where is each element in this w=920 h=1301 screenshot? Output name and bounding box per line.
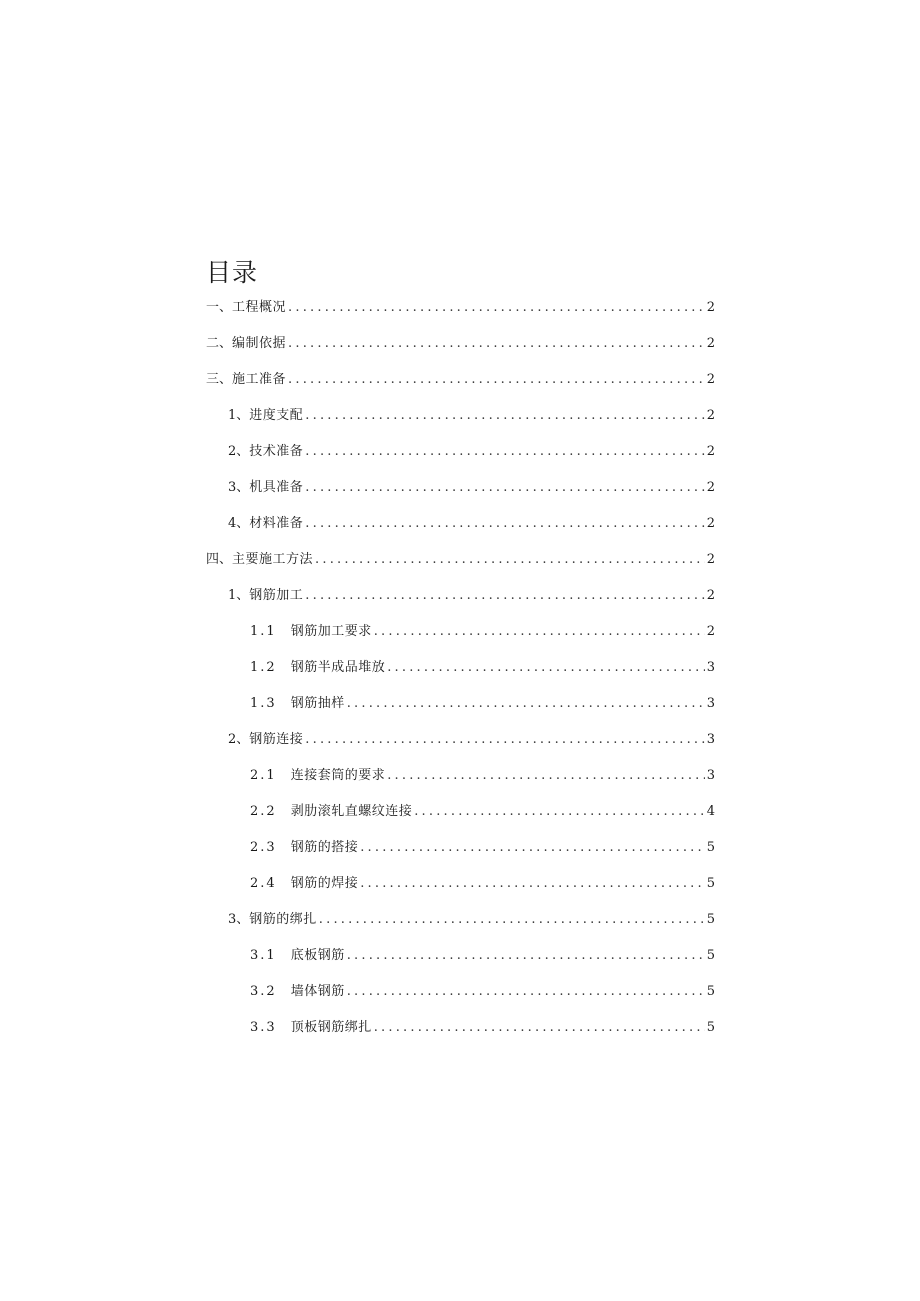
toc-entry-text: 底板钢筋 bbox=[290, 948, 345, 963]
toc-entry-number: 1.2 bbox=[250, 660, 277, 675]
toc-entry-page: 2 bbox=[706, 624, 715, 639]
toc-entry[interactable] bbox=[206, 722, 715, 758]
toc-entry-page: 5 bbox=[706, 984, 715, 999]
toc-dot-leader bbox=[347, 974, 705, 1010]
toc-entry-number: 3、 bbox=[228, 480, 250, 495]
toc-entry-page: 2 bbox=[706, 372, 715, 387]
toc-entry-page: 5 bbox=[706, 876, 715, 891]
toc-entry-text: 钢筋连接 bbox=[249, 732, 304, 747]
toc-entry[interactable] bbox=[206, 758, 715, 794]
toc-entry-number: 2、 bbox=[228, 444, 250, 459]
toc-entry-number: 2.1 bbox=[250, 768, 277, 783]
toc-entry[interactable] bbox=[206, 290, 715, 326]
toc-entry-number: 二、 bbox=[206, 336, 233, 351]
toc-entry-number: 3.3 bbox=[250, 1020, 277, 1035]
toc-dot-leader bbox=[347, 686, 705, 722]
toc-entry-number: 2.2 bbox=[250, 804, 277, 819]
toc-entry-page: 5 bbox=[706, 948, 715, 963]
toc-entry[interactable] bbox=[206, 470, 715, 506]
toc-entry-page: 2 bbox=[706, 336, 715, 351]
toc-dot-leader bbox=[315, 542, 705, 578]
toc-entry-page: 4 bbox=[706, 804, 715, 819]
toc-entry-text: 编制依据 bbox=[232, 336, 287, 351]
toc-entry-text: 钢筋加工 bbox=[249, 588, 304, 603]
toc-entry-page: 5 bbox=[706, 840, 715, 855]
toc-dot-leader bbox=[305, 506, 704, 542]
toc-entry[interactable] bbox=[206, 506, 715, 542]
toc-entry-number: 3.1 bbox=[250, 948, 277, 963]
toc-entry-number: 2.3 bbox=[250, 840, 277, 855]
toc-entry-page: 2 bbox=[706, 444, 715, 459]
toc-dot-leader bbox=[305, 398, 704, 434]
toc-dot-leader bbox=[360, 830, 705, 866]
toc-entry-page: 2 bbox=[706, 588, 715, 603]
toc-list bbox=[206, 290, 715, 1046]
toc-entry-page: 3 bbox=[706, 696, 715, 711]
toc-dot-leader bbox=[319, 902, 705, 938]
toc-entry-page: 2 bbox=[706, 516, 715, 531]
toc-entry[interactable] bbox=[206, 434, 715, 470]
toc-dot-leader bbox=[347, 938, 705, 974]
toc-entry-page: 5 bbox=[706, 912, 715, 927]
toc-entry-number: 1.1 bbox=[250, 624, 277, 639]
toc-entry-page: 2 bbox=[706, 408, 715, 423]
toc-entry[interactable] bbox=[206, 326, 715, 362]
toc-entry-number: 四、 bbox=[206, 552, 233, 567]
toc-entry-number: 1.3 bbox=[250, 696, 277, 711]
toc-entry[interactable] bbox=[206, 974, 715, 1010]
toc-entry[interactable] bbox=[206, 902, 715, 938]
toc-entry-text: 钢筋加工要求 bbox=[290, 624, 372, 639]
toc-entry-page: 3 bbox=[706, 768, 715, 783]
toc-dot-leader bbox=[374, 1010, 705, 1046]
toc-entry[interactable] bbox=[206, 542, 715, 578]
toc-entry-text: 钢筋的绑扎 bbox=[249, 912, 317, 927]
toc-entry-text: 顶板钢筋绑扎 bbox=[290, 1020, 372, 1035]
toc-entry-text: 进度支配 bbox=[249, 408, 304, 423]
toc-entry-page: 2 bbox=[706, 552, 715, 567]
toc-dot-leader bbox=[288, 290, 705, 326]
toc-entry-page: 5 bbox=[706, 1020, 715, 1035]
toc-entry-number: 4、 bbox=[228, 516, 250, 531]
toc-dot-leader bbox=[387, 650, 705, 686]
toc-entry[interactable] bbox=[206, 362, 715, 398]
toc-entry-text: 施工准备 bbox=[232, 372, 287, 387]
toc-entry-text: 墙体钢筋 bbox=[290, 984, 345, 999]
toc-entry-text: 技术准备 bbox=[249, 444, 304, 459]
toc-entry[interactable] bbox=[206, 830, 715, 866]
toc-dot-leader bbox=[288, 326, 705, 362]
toc-dot-leader bbox=[305, 434, 704, 470]
toc-entry[interactable] bbox=[206, 686, 715, 722]
toc-entry-number: 3、 bbox=[228, 912, 250, 927]
toc-entry-number: 3.2 bbox=[250, 984, 277, 999]
toc-entry-text: 剥肋滚轧直螺纹连接 bbox=[290, 804, 413, 819]
toc-entry-text: 主要施工方法 bbox=[232, 552, 314, 567]
toc-dot-leader bbox=[360, 866, 705, 902]
toc-entry-text: 机具准备 bbox=[249, 480, 304, 495]
toc-entry-text: 钢筋抽样 bbox=[290, 696, 345, 711]
toc-entry[interactable] bbox=[206, 1010, 715, 1046]
toc-entry-text: 钢筋的焊接 bbox=[290, 876, 359, 891]
toc-entry-number: 1、 bbox=[228, 408, 250, 423]
toc-entry-text: 材料准备 bbox=[249, 516, 304, 531]
toc-entry-page: 2 bbox=[706, 480, 715, 495]
toc-entry-page: 2 bbox=[706, 300, 715, 315]
toc-entry-text: 钢筋的搭接 bbox=[290, 840, 359, 855]
toc-dot-leader bbox=[305, 578, 704, 614]
toc-title: 目录 bbox=[206, 258, 259, 287]
toc-dot-leader bbox=[305, 470, 704, 506]
toc-entry-text: 工程概况 bbox=[232, 300, 287, 315]
toc-dot-leader bbox=[387, 758, 705, 794]
toc-dot-leader bbox=[288, 362, 705, 398]
toc-entry[interactable] bbox=[206, 614, 715, 650]
toc-entry[interactable] bbox=[206, 650, 715, 686]
toc-entry-number: 1、 bbox=[228, 588, 250, 603]
toc-entry-text: 钢筋半成品堆放 bbox=[290, 660, 386, 675]
toc-dot-leader bbox=[374, 614, 705, 650]
toc-entry[interactable] bbox=[206, 398, 715, 434]
toc-entry-number: 2、 bbox=[228, 732, 250, 747]
toc-dot-leader bbox=[414, 794, 705, 830]
toc-entry[interactable] bbox=[206, 794, 715, 830]
toc-entry-number: 2.4 bbox=[250, 876, 277, 891]
toc-entry[interactable] bbox=[206, 866, 715, 902]
toc-entry-text: 连接套筒的要求 bbox=[290, 768, 386, 783]
toc-entry-page: 3 bbox=[706, 660, 715, 675]
toc-entry-page: 3 bbox=[706, 732, 715, 747]
toc-entry-number: 一、 bbox=[206, 300, 233, 315]
toc-entry[interactable] bbox=[206, 938, 715, 974]
toc-entry-number: 三、 bbox=[206, 372, 233, 387]
toc-dot-leader bbox=[305, 722, 704, 758]
toc-entry[interactable] bbox=[206, 578, 715, 614]
